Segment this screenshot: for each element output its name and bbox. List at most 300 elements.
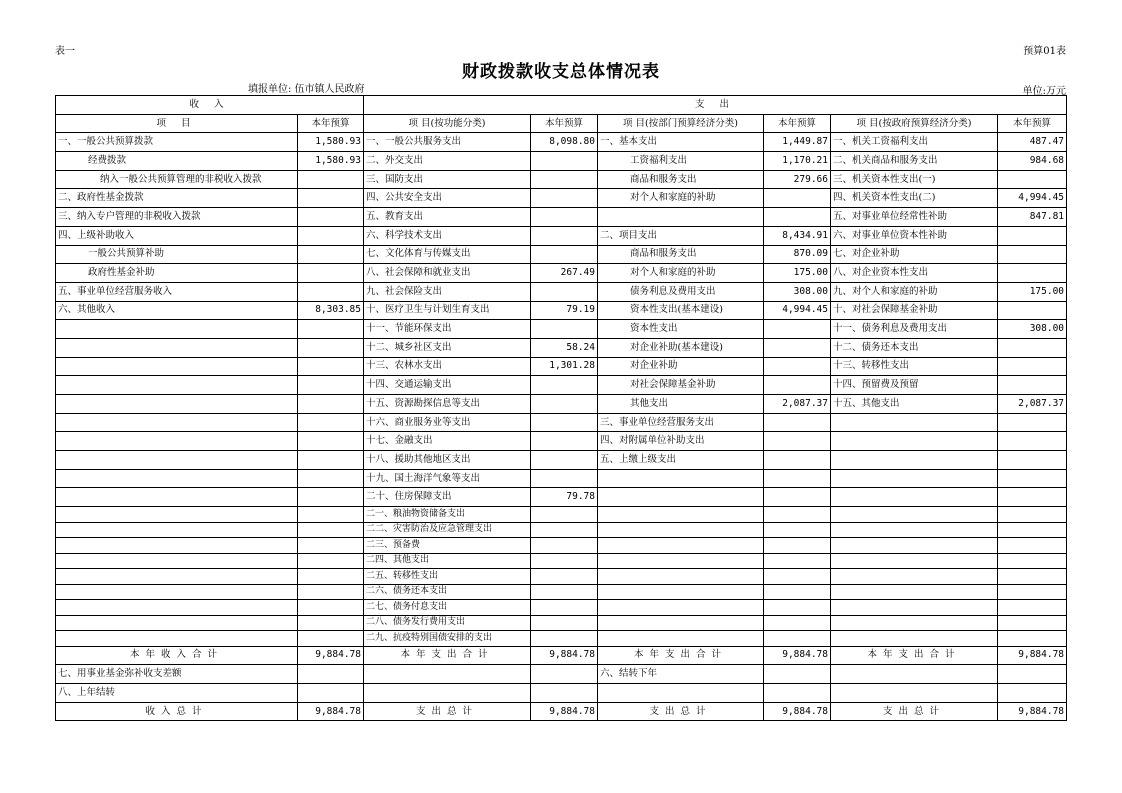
function-budget-cell [531, 152, 598, 171]
gov-item-cell: 一、机关工资福利支出 [831, 133, 998, 152]
table-row [56, 170, 1067, 189]
function-budget-cell [531, 553, 598, 569]
dept-budget-cell: 4,994.45 [764, 301, 831, 320]
function-item-cell [364, 684, 531, 703]
dept-budget-cell: 8,434.91 [764, 226, 831, 245]
income-budget-cell [298, 615, 364, 631]
income-budget-cell [298, 170, 364, 189]
gov-item-cell [831, 631, 998, 647]
function-item-cell: 七、文化体育与传媒支出 [364, 245, 531, 264]
function-item-cell: 支出总计 [364, 702, 531, 721]
table-row [56, 684, 1067, 703]
gov-item-cell [831, 507, 998, 523]
gov-budget-cell [998, 170, 1067, 189]
dept-item-cell: 债务利息及费用支出 [598, 282, 764, 301]
income-budget-cell [298, 584, 364, 600]
dept-item-cell: 商品和服务支出 [598, 245, 764, 264]
function-budget-cell [531, 226, 598, 245]
dept-budget-cell [764, 469, 831, 488]
income-item-cell [56, 553, 298, 569]
table-row [56, 133, 1067, 152]
function-budget-cell [531, 665, 598, 684]
table-row [56, 245, 1067, 264]
dept-item-cell [598, 615, 764, 631]
dept-budget-cell [764, 376, 831, 395]
dept-item-cell [598, 584, 764, 600]
function-item-cell: 二二、灾害防治及应急管理支出 [364, 522, 531, 538]
dept-item-cell [598, 488, 764, 507]
gov-item-cell [831, 569, 998, 585]
table-row [56, 338, 1067, 357]
income-item-cell [56, 338, 298, 357]
income-item-cell: 纳入一般公共预算管理的非税收入拨款 [56, 170, 298, 189]
gov-budget-cell [998, 245, 1067, 264]
table-row [56, 569, 1067, 585]
income-item-cell [56, 538, 298, 554]
dept-budget-cell: 175.00 [764, 264, 831, 283]
column-header-row [56, 114, 1067, 133]
dept-budget-cell [764, 684, 831, 703]
function-item-cell: 十六、商业服务业等支出 [364, 413, 531, 432]
income-budget-cell [298, 264, 364, 283]
budget-header: 本年预算 [298, 114, 364, 133]
income-budget-cell [298, 684, 364, 703]
income-item-cell: 收入总计 [56, 702, 298, 721]
gov-item-cell [831, 522, 998, 538]
form-code-label: 预算01表 [1023, 46, 1066, 57]
income-item-cell [56, 600, 298, 616]
function-item-cell: 一、一般公共服务支出 [364, 133, 531, 152]
function-budget-cell [531, 584, 598, 600]
dept-item-cell: 四、对附属单位补助支出 [598, 432, 764, 451]
function-item-cell: 六、科学技术支出 [364, 226, 531, 245]
function-budget-cell: 8,098.80 [531, 133, 598, 152]
dept-item-cell: 对个人和家庭的补助 [598, 189, 764, 208]
function-budget-cell [531, 631, 598, 647]
function-item-cell [364, 665, 531, 684]
income-item-cell: 二、政府性基金拨款 [56, 189, 298, 208]
gov-item-cell: 十二、债务还本支出 [831, 338, 998, 357]
dept-budget-cell [764, 665, 831, 684]
income-budget-cell [298, 320, 364, 339]
function-item-header: 项 目(按功能分类) [364, 114, 531, 133]
dept-budget-cell: 1,170.21 [764, 152, 831, 171]
function-item-cell: 二六、债务还本支出 [364, 584, 531, 600]
table-row [56, 376, 1067, 395]
gov-item-cell: 二、机关商品和服务支出 [831, 152, 998, 171]
gov-budget-cell [998, 488, 1067, 507]
function-item-cell: 十九、国土海洋气象等支出 [364, 469, 531, 488]
reporting-unit: 填报单位: 伍市镇人民政府 [248, 84, 365, 95]
income-budget-cell [298, 538, 364, 554]
table-row [56, 264, 1067, 283]
function-budget-cell: 1,301.28 [531, 357, 598, 376]
gov-item-cell [831, 584, 998, 600]
income-budget-cell [298, 189, 364, 208]
dept-item-cell [598, 569, 764, 585]
function-budget-cell [531, 451, 598, 470]
gov-budget-cell: 4,994.45 [998, 189, 1067, 208]
gov-budget-cell [998, 600, 1067, 616]
dept-item-cell: 二、项目支出 [598, 226, 764, 245]
gov-budget-cell: 487.47 [998, 133, 1067, 152]
function-item-cell: 二七、债务付息支出 [364, 600, 531, 616]
income-budget-cell [298, 413, 364, 432]
budget-header: 本年预算 [764, 114, 831, 133]
amount-unit: 单位:万元 [1022, 86, 1066, 97]
dept-budget-cell [764, 584, 831, 600]
fiscal-summary-table [55, 95, 1067, 721]
gov-item-cell [831, 413, 998, 432]
budget-header: 本年预算 [531, 114, 598, 133]
gov-item-cell: 支出总计 [831, 702, 998, 721]
function-item-cell: 二四、其他支出 [364, 553, 531, 569]
table-row [56, 189, 1067, 208]
dept-item-cell [598, 631, 764, 647]
table-row [56, 226, 1067, 245]
function-budget-cell [531, 507, 598, 523]
income-item-cell: 四、上级补助收入 [56, 226, 298, 245]
table-row [56, 507, 1067, 523]
function-item-cell: 十一、节能环保支出 [364, 320, 531, 339]
table-row [56, 538, 1067, 554]
income-budget-cell [298, 507, 364, 523]
function-budget-cell: 9,884.78 [531, 702, 598, 721]
function-item-cell: 二五、转移性支出 [364, 569, 531, 585]
dept-item-cell: 五、上缴上级支出 [598, 451, 764, 470]
gov-budget-cell [998, 338, 1067, 357]
gov-budget-cell [998, 376, 1067, 395]
expense-section-header: 支 出 [364, 96, 1067, 115]
function-budget-cell [531, 376, 598, 395]
income-budget-cell [298, 469, 364, 488]
table-row [56, 488, 1067, 507]
function-budget-cell [531, 432, 598, 451]
table-row [56, 522, 1067, 538]
function-item-cell: 五、教育支出 [364, 208, 531, 227]
function-budget-cell [531, 282, 598, 301]
function-item-cell: 四、公共安全支出 [364, 189, 531, 208]
income-budget-cell: 9,884.78 [298, 646, 364, 665]
gov-budget-cell [998, 413, 1067, 432]
table-row [56, 600, 1067, 616]
table-row [56, 282, 1067, 301]
function-budget-cell: 79.78 [531, 488, 598, 507]
income-budget-cell [298, 376, 364, 395]
gov-budget-cell [998, 615, 1067, 631]
gov-budget-cell [998, 631, 1067, 647]
dept-item-cell [598, 208, 764, 227]
budget-header: 本年预算 [998, 114, 1067, 133]
function-item-cell: 十五、资源勘探信息等支出 [364, 395, 531, 414]
function-budget-cell [531, 600, 598, 616]
income-item-cell: 经费拨款 [56, 152, 298, 171]
function-item-cell: 二十、住房保障支出 [364, 488, 531, 507]
gov-item-cell [831, 432, 998, 451]
dept-budget-cell: 308.00 [764, 282, 831, 301]
income-item-cell: 八、上年结转 [56, 684, 298, 703]
gov-item-cell: 九、对个人和家庭的补助 [831, 282, 998, 301]
income-item-cell [56, 469, 298, 488]
function-item-cell: 十八、援助其他地区支出 [364, 451, 531, 470]
dept-item-cell: 本年支出合计 [598, 646, 764, 665]
dept-item-cell: 六、结转下年 [598, 665, 764, 684]
gov-budget-cell [998, 469, 1067, 488]
dept-item-cell: 对个人和家庭的补助 [598, 264, 764, 283]
dept-budget-cell [764, 538, 831, 554]
gov-budget-cell: 308.00 [998, 320, 1067, 339]
income-budget-cell: 8,303.85 [298, 301, 364, 320]
income-item-cell [56, 615, 298, 631]
dept-budget-cell [764, 522, 831, 538]
table-row [56, 665, 1067, 684]
function-budget-cell [531, 522, 598, 538]
gov-budget-cell [998, 264, 1067, 283]
income-item-cell: 一、一般公共预算拨款 [56, 133, 298, 152]
dept-budget-cell [764, 338, 831, 357]
table-row [56, 152, 1067, 171]
function-budget-cell: 267.49 [531, 264, 598, 283]
table-row [56, 357, 1067, 376]
income-item-header: 项 目 [56, 114, 298, 133]
income-budget-cell [298, 569, 364, 585]
dept-item-cell: 对企业补助 [598, 357, 764, 376]
gov-budget-cell [998, 451, 1067, 470]
table-row [56, 584, 1067, 600]
gov-item-cell: 六、对事业单位资本性补助 [831, 226, 998, 245]
dept-item-cell: 其他支出 [598, 395, 764, 414]
income-item-cell [56, 376, 298, 395]
function-item-cell: 八、社会保障和就业支出 [364, 264, 531, 283]
gov-budget-cell: 2,087.37 [998, 395, 1067, 414]
income-item-cell [56, 507, 298, 523]
dept-budget-cell [764, 600, 831, 616]
function-budget-cell: 9,884.78 [531, 646, 598, 665]
dept-budget-cell [764, 553, 831, 569]
dept-budget-cell [764, 357, 831, 376]
income-item-cell [56, 432, 298, 451]
income-budget-cell [298, 245, 364, 264]
income-item-cell [56, 395, 298, 414]
table-row [56, 208, 1067, 227]
dept-item-cell [598, 684, 764, 703]
function-item-cell: 十、医疗卫生与计划生育支出 [364, 301, 531, 320]
income-item-cell [56, 584, 298, 600]
gov-item-cell: 十一、债务利息及费用支出 [831, 320, 998, 339]
gov-budget-cell [998, 301, 1067, 320]
function-item-cell: 十七、金融支出 [364, 432, 531, 451]
income-budget-cell [298, 282, 364, 301]
gov-budget-cell [998, 507, 1067, 523]
income-budget-cell [298, 522, 364, 538]
income-item-cell: 一般公共预算补助 [56, 245, 298, 264]
gov-budget-cell [998, 538, 1067, 554]
function-budget-cell [531, 538, 598, 554]
income-budget-cell [298, 488, 364, 507]
income-item-cell [56, 413, 298, 432]
income-item-cell: 本年收入合计 [56, 646, 298, 665]
function-budget-cell: 58.24 [531, 338, 598, 357]
gov-item-cell: 四、机关资本性支出(二) [831, 189, 998, 208]
dept-budget-cell [764, 569, 831, 585]
dept-budget-cell [764, 631, 831, 647]
dept-item-cell: 商品和服务支出 [598, 170, 764, 189]
function-budget-cell: 79.19 [531, 301, 598, 320]
function-item-cell: 三、国防支出 [364, 170, 531, 189]
income-item-cell: 六、其他收入 [56, 301, 298, 320]
gov-item-cell: 本年支出合计 [831, 646, 998, 665]
gov-budget-cell [998, 584, 1067, 600]
total-row [56, 702, 1067, 721]
table-row [56, 469, 1067, 488]
table-row [56, 432, 1067, 451]
dept-item-cell [598, 522, 764, 538]
gov-budget-cell: 175.00 [998, 282, 1067, 301]
function-item-cell: 二八、债务发行费用支出 [364, 615, 531, 631]
income-budget-cell [298, 631, 364, 647]
dept-budget-cell: 9,884.78 [764, 646, 831, 665]
income-budget-cell: 1,580.93 [298, 152, 364, 171]
dept-budget-cell: 870.09 [764, 245, 831, 264]
income-budget-cell [298, 226, 364, 245]
dept-budget-cell: 2,087.37 [764, 395, 831, 414]
function-budget-cell [531, 615, 598, 631]
dept-budget-cell: 9,884.78 [764, 702, 831, 721]
gov-budget-cell [998, 569, 1067, 585]
dept-budget-cell: 1,449.87 [764, 133, 831, 152]
dept-budget-cell [764, 208, 831, 227]
income-budget-cell [298, 432, 364, 451]
section-header-row [56, 96, 1067, 115]
dept-item-cell [598, 600, 764, 616]
function-item-cell: 二一、粮油物资储备支出 [364, 507, 531, 523]
income-item-cell [56, 488, 298, 507]
dept-item-cell [598, 507, 764, 523]
income-budget-cell [298, 395, 364, 414]
income-budget-cell [298, 600, 364, 616]
gov-item-cell: 十三、转移性支出 [831, 357, 998, 376]
income-budget-cell [298, 451, 364, 470]
gov-item-cell [831, 488, 998, 507]
gov-item-cell: 十、对社会保障基金补助 [831, 301, 998, 320]
gov-budget-cell: 847.81 [998, 208, 1067, 227]
gov-budget-cell [998, 684, 1067, 703]
function-item-cell: 二三、预备费 [364, 538, 531, 554]
income-item-cell [56, 631, 298, 647]
income-budget-cell [298, 553, 364, 569]
function-item-cell: 十三、农林水支出 [364, 357, 531, 376]
gov-item-cell [831, 615, 998, 631]
function-budget-cell [531, 245, 598, 264]
table-number-label: 表一 [55, 46, 75, 57]
income-item-cell: 五、事业单位经营服务收入 [56, 282, 298, 301]
income-budget-cell [298, 357, 364, 376]
function-budget-cell [531, 170, 598, 189]
dept-item-cell: 一、基本支出 [598, 133, 764, 152]
gov-item-cell [831, 600, 998, 616]
dept-budget-cell [764, 451, 831, 470]
income-budget-cell: 1,580.93 [298, 133, 364, 152]
function-item-cell: 十二、城乡社区支出 [364, 338, 531, 357]
table-row [56, 320, 1067, 339]
gov-budget-cell [998, 226, 1067, 245]
page-title: 财政拨款收支总体情况表 [462, 62, 660, 82]
income-budget-cell: 9,884.78 [298, 702, 364, 721]
income-item-cell [56, 451, 298, 470]
gov-budget-cell [998, 553, 1067, 569]
gov-item-cell [831, 684, 998, 703]
dept-budget-cell [764, 615, 831, 631]
function-item-cell: 二、外交支出 [364, 152, 531, 171]
gov-item-cell [831, 665, 998, 684]
dept-item-cell: 对企业补助(基本建设) [598, 338, 764, 357]
gov-item-cell: 七、对企业补助 [831, 245, 998, 264]
dept-item-cell: 工资福利支出 [598, 152, 764, 171]
function-item-cell: 九、社会保险支出 [364, 282, 531, 301]
function-budget-cell [531, 189, 598, 208]
gov-budget-cell [998, 357, 1067, 376]
function-item-cell: 十四、交通运输支出 [364, 376, 531, 395]
function-item-cell: 本年支出合计 [364, 646, 531, 665]
income-budget-cell [298, 338, 364, 357]
income-item-cell: 政府性基金补助 [56, 264, 298, 283]
income-section-header: 收 入 [56, 96, 364, 115]
dept-item-header: 项 目(按部门预算经济分类) [598, 114, 764, 133]
dept-budget-cell [764, 189, 831, 208]
gov-item-cell [831, 538, 998, 554]
gov-item-cell: 八、对企业资本性支出 [831, 264, 998, 283]
gov-budget-cell [998, 432, 1067, 451]
gov-budget-cell [998, 522, 1067, 538]
dept-item-cell: 支出总计 [598, 702, 764, 721]
function-budget-cell [531, 413, 598, 432]
gov-item-cell: 五、对事业单位经常性补助 [831, 208, 998, 227]
dept-budget-cell [764, 413, 831, 432]
table-row [56, 301, 1067, 320]
dept-budget-cell [764, 507, 831, 523]
function-budget-cell [531, 395, 598, 414]
gov-item-cell [831, 553, 998, 569]
function-budget-cell [531, 684, 598, 703]
dept-item-cell [598, 553, 764, 569]
income-item-cell [56, 320, 298, 339]
table-row [56, 395, 1067, 414]
income-item-cell: 七、用事业基金弥补收支差额 [56, 665, 298, 684]
dept-item-cell: 对社会保障基金补助 [598, 376, 764, 395]
total-row [56, 646, 1067, 665]
income-item-cell [56, 357, 298, 376]
income-item-cell: 三、纳入专户管理的非税收入拨款 [56, 208, 298, 227]
table-row [56, 413, 1067, 432]
function-budget-cell [531, 569, 598, 585]
gov-item-cell: 十五、其他支出 [831, 395, 998, 414]
table-row [56, 631, 1067, 647]
dept-item-cell [598, 538, 764, 554]
gov-budget-cell: 9,884.78 [998, 702, 1067, 721]
gov-item-cell: 十四、预留费及预留 [831, 376, 998, 395]
table-row [56, 451, 1067, 470]
dept-budget-cell [764, 320, 831, 339]
gov-item-cell [831, 451, 998, 470]
income-item-cell [56, 522, 298, 538]
gov-item-cell: 三、机关资本性支出(一) [831, 170, 998, 189]
income-budget-cell [298, 665, 364, 684]
function-item-cell: 二九、抗疫特别国债安排的支出 [364, 631, 531, 647]
dept-item-cell [598, 469, 764, 488]
table-row [56, 553, 1067, 569]
function-budget-cell [531, 469, 598, 488]
income-budget-cell [298, 208, 364, 227]
